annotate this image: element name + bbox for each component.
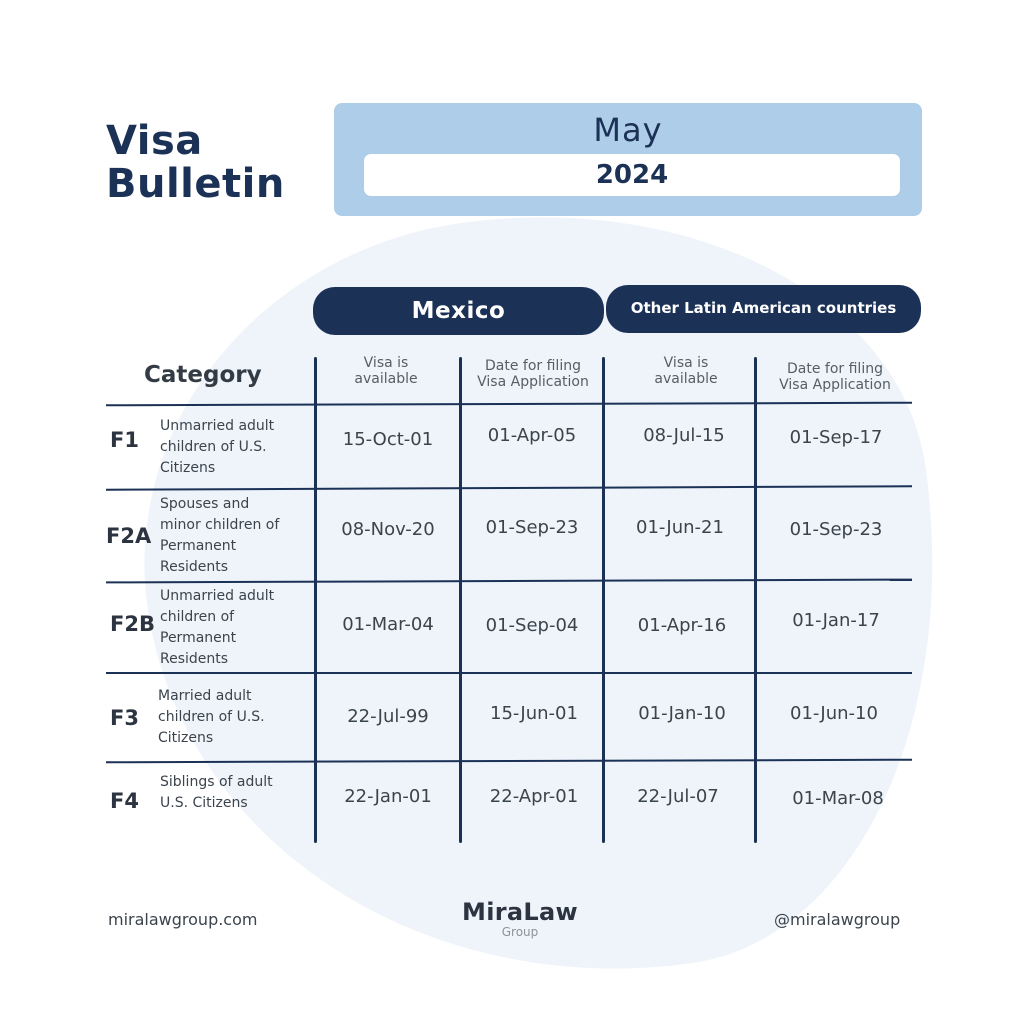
category-description: Married adult children of U.S. Citizens xyxy=(158,688,265,746)
mexico-visa-available-date: 15-Oct-01 xyxy=(342,429,434,450)
category-description: Siblings of adult U.S. Citizens xyxy=(160,774,273,811)
column-divider xyxy=(754,357,757,843)
mexico-group-header: Mexico xyxy=(313,287,604,335)
other-countries-group-header: Other Latin American countries xyxy=(606,285,921,333)
other-filing-date: 01-Sep-17 xyxy=(789,427,883,448)
logo-subtitle: Group xyxy=(501,925,539,939)
mexico-visa-available-date: 08-Nov-20 xyxy=(341,519,435,540)
title-line-1: Visa xyxy=(106,118,203,164)
other-visa-available-date: 08-Jul-15 xyxy=(643,425,725,446)
mexico-visa-available-date: 22-Jul-99 xyxy=(347,706,429,727)
other-visa-available-header: Visa is available xyxy=(654,355,718,387)
other-filing-date: 01-Jan-17 xyxy=(792,610,880,631)
mexico-filing-date: 01-Sep-04 xyxy=(485,615,579,636)
title-line-2: Bulletin xyxy=(106,161,285,207)
mexico-visa-available-date: 22-Jan-01 xyxy=(344,786,432,807)
month-label: May xyxy=(593,111,663,149)
page-title xyxy=(106,120,285,206)
mexico-filing-date: 22-Apr-01 xyxy=(489,786,579,807)
mexico-visa-available-header: Visa is available xyxy=(354,355,418,387)
mexico-date-filing-header: Date for filing Visa Application xyxy=(477,358,589,390)
other-filing-date: 01-Mar-08 xyxy=(792,788,884,809)
date-panel xyxy=(334,103,922,216)
mexico-filing-date: 01-Apr-05 xyxy=(487,425,577,446)
logo-wordmark: MiraLaw xyxy=(462,898,578,926)
category-description: Unmarried adult children of U.S. Citizens xyxy=(160,418,275,476)
category-column-header: Category xyxy=(144,362,262,388)
category-code: F2A xyxy=(106,524,152,548)
website-link[interactable]: miralawgroup.com xyxy=(108,910,258,929)
mexico-visa-available-date: 01-Mar-04 xyxy=(342,614,434,635)
other-filing-date: 01-Jun-10 xyxy=(790,703,878,724)
social-handle[interactable]: @miralawgroup xyxy=(774,910,901,929)
category-code: F4 xyxy=(110,789,139,813)
other-visa-available-date: 01-Jan-10 xyxy=(638,703,726,724)
mexico-filing-date: 01-Sep-23 xyxy=(485,517,579,538)
column-divider xyxy=(602,357,605,843)
mexico-filing-date: 15-Jun-01 xyxy=(490,703,578,724)
other-filing-date: 01-Sep-23 xyxy=(789,519,883,540)
category-code: F3 xyxy=(110,706,139,730)
category-code: F1 xyxy=(110,428,139,452)
miralaw-logo xyxy=(440,898,600,938)
year-label: 2024 xyxy=(364,154,900,196)
row-divider xyxy=(106,672,912,674)
other-visa-available-date: 01-Jun-21 xyxy=(636,517,724,538)
category-code: F2B xyxy=(110,612,155,636)
category-description: Spouses and minor children of Permanent Residents xyxy=(160,496,280,575)
category-description: Unmarried adult children of Permanent Residents xyxy=(160,588,275,667)
other-visa-available-date: 01-Apr-16 xyxy=(637,615,727,636)
other-visa-available-date: 22-Jul-07 xyxy=(637,786,719,807)
column-divider xyxy=(314,357,317,843)
other-date-filing-header: Date for filing Visa Application xyxy=(779,361,891,393)
